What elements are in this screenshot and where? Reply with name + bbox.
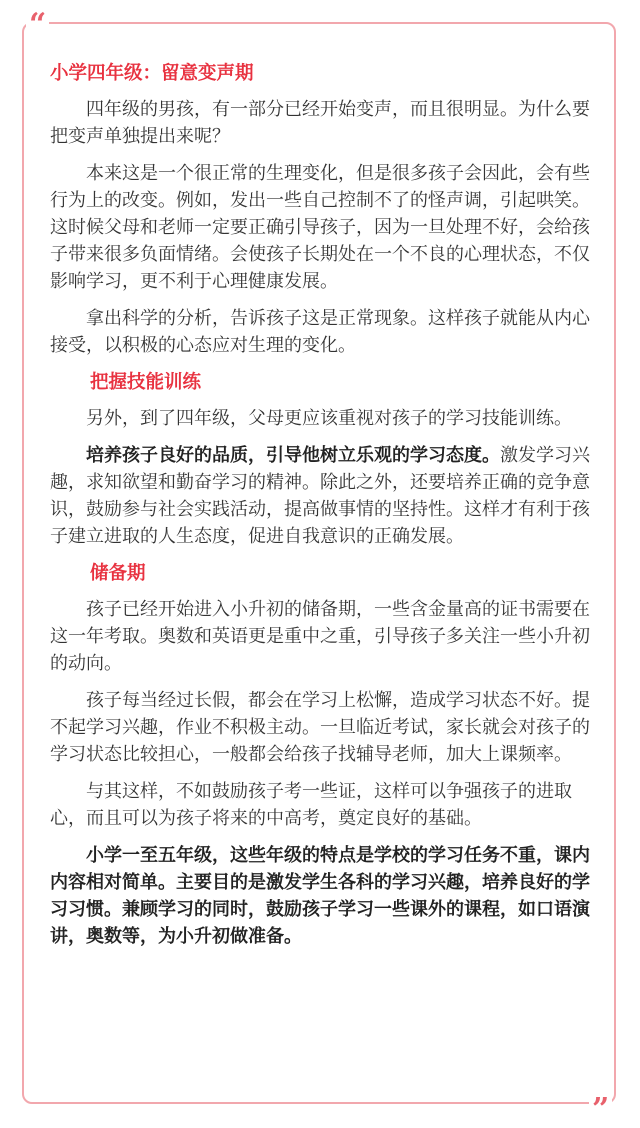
paragraph-holiday-slack: 孩子每当经过长假，都会在学习上松懈，造成学习状态不好。提不起学习兴趣，作业不积极主动。一旦临近考试，家长就会对孩子的学习状态比较担心，一般都会给孩子找辅导老师，加大上课频率。 [50, 690, 590, 765]
heading-skills-training: 把握技能训练 [90, 372, 202, 393]
paragraph-certificates: 与其这样，不如鼓励孩子考一些证，这样可以争强孩子的进取心，而且可以为孩子将来的中高考，奠定良好的基础。 [50, 781, 572, 829]
close-quote-icon: ” [589, 1095, 612, 1125]
article-content [50, 60, 595, 960]
open-quote-icon: “ [26, 10, 49, 40]
bold-lead-sentence: 培养孩子良好的品质，引导他树立乐观的学习态度。 [86, 445, 500, 466]
heading-grade-four: 小学四年级：留意变声期 [50, 63, 254, 84]
heading-reserve-period: 储备期 [90, 563, 146, 584]
paragraph-skills-intro: 另外，到了四年级，父母更应该重视对孩子的学习技能训练。 [86, 408, 572, 429]
paragraph-good-qualities-rest: 激发学习兴趣，求知欲望和勤奋学习的精神。除此之外，还要培养正确的竞争意识，鼓励参与社会实践活动，提高做事情的坚持性。这样才有利于孩子建立进取的人生态度，促进自我意识的正确发展。 [50, 445, 590, 547]
paragraph-reserve-intro: 孩子已经开始进入小升初的储备期，一些含金量高的证书需要在这一年考取。奥数和英语更是重中之重，引导孩子多关注一些小升初的动向。 [50, 599, 590, 674]
paragraph-voice-change-intro: 四年级的男孩，有一部分已经开始变声，而且很明显。为什么要把变声单独提出来呢？ [50, 99, 590, 147]
paragraph-voice-change-advice: 拿出科学的分析，告诉孩子这是正常现象。这样孩子就能从内心接受，以积极的心态应对生理的变化。 [50, 308, 590, 356]
paragraph-good-qualities [50, 442, 595, 550]
paragraph-voice-change-effects: 本来这是一个很正常的生理变化，但是很多孩子会因此，会有些行为上的改变。例如，发出一些自己控制不了的怪声调，引起哄笑。这时候父母和老师一定要正确引导孩子，因为一旦处理不好，会给孩子带来很多负面情绪。会使孩子长期处在一个不良的心理状态，不仅影响学习，更不利于心理健康发展。 [50, 163, 590, 292]
paragraph-summary: 小学一至五年级，这些年级的特点是学校的学习任务不重，课内内容相对简单。主要目的是激发学生各科的学习兴趣，培养良好的学习习惯。兼顾学习的同时，鼓励孩子学习一些课外的课程，如口语演讲，奥数等，为小升初做准备。 [50, 845, 590, 947]
